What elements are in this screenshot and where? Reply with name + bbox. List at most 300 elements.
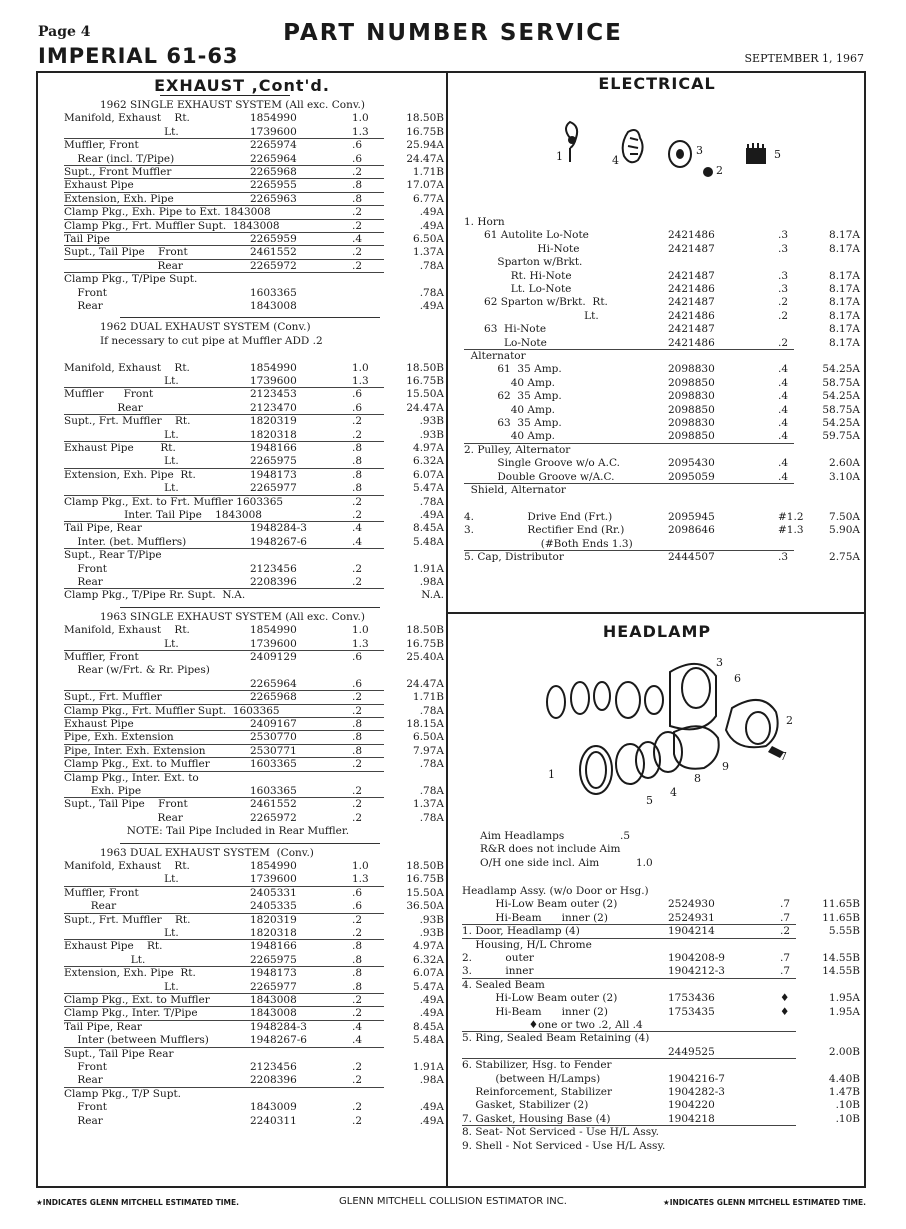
price: 36.50A: [406, 900, 444, 913]
labor-time: .2: [352, 811, 363, 824]
price: 8.17A: [829, 336, 860, 349]
labor-time: 1.3: [352, 637, 369, 650]
part-description: Lt.: [64, 980, 179, 993]
price: .49A: [419, 509, 444, 521]
part-number: 1739600: [250, 375, 297, 387]
part-row: [464, 430, 864, 443]
section-divider: [446, 612, 866, 614]
part-description: Tail Pipe: [64, 233, 110, 245]
labor-time: .3: [778, 229, 789, 242]
part-description: Clamp Pkg., Ext. to Frt. Muffler 1603365: [64, 495, 284, 508]
part-number: 2524931: [668, 911, 715, 924]
price: 59.75A: [822, 430, 860, 443]
price: 2.75A: [829, 551, 860, 563]
part-row: [64, 812, 444, 825]
part-number: 1904282-3: [668, 1086, 725, 1098]
part-row: [64, 785, 444, 798]
part-description: Supt., Tail Pipe Front: [64, 798, 188, 811]
part-description: Alternator: [464, 350, 526, 362]
part-row: [64, 1101, 444, 1114]
price: .49A: [419, 219, 444, 232]
part-number: 2123456: [250, 562, 297, 575]
part-number: 2265977: [250, 980, 297, 993]
part-description: Supt., Rear T/Pipe: [64, 549, 162, 562]
aim-line: [480, 830, 860, 843]
labor-time: .2: [352, 495, 363, 508]
part-description: (between H/Lamps): [462, 1072, 601, 1085]
price: 58.75A: [822, 403, 860, 416]
part-row: [464, 256, 864, 269]
part-row: [64, 563, 444, 576]
price: 58.75A: [822, 376, 860, 389]
part-description: 40 Amp.: [464, 376, 556, 389]
price: 6.07A: [413, 468, 444, 481]
part-row: [64, 206, 444, 219]
part-description: Supt., Frt. Muffler: [64, 691, 162, 704]
part-description: Rear: [64, 1114, 103, 1127]
part-description: Tail Pipe, Rear: [64, 1020, 142, 1033]
part-number: 2265974: [250, 139, 297, 152]
part-row: [64, 576, 444, 589]
part-description: Lt.: [464, 309, 599, 322]
price: 8.17A: [829, 269, 860, 282]
price: 6.50A: [413, 731, 444, 744]
part-row: [64, 442, 444, 455]
callout-2: 2: [716, 164, 723, 177]
labor-time: 1.0: [352, 361, 369, 374]
part-description: Clamp Pkg., Inter. Ext. to: [64, 771, 199, 784]
price: 1.71B: [412, 166, 444, 178]
part-description: 40 Amp.: [464, 430, 556, 443]
part-description: Lo-Note: [464, 336, 547, 349]
part-row: [64, 624, 444, 637]
title-underline: [160, 95, 290, 96]
part-number: 1820319: [250, 415, 297, 428]
aim-line: [480, 843, 860, 856]
part-number: 2265972: [250, 811, 297, 824]
price: 1.47B: [828, 1086, 860, 1098]
part-row: [64, 348, 444, 361]
part-row: [64, 691, 444, 704]
part-row: [464, 417, 864, 430]
part-row: [64, 758, 444, 771]
part-row: [64, 536, 444, 549]
price: .78A: [419, 785, 444, 797]
labor-time: .8: [352, 980, 363, 993]
price: 54.25A: [822, 363, 860, 376]
part-description: Lt.: [64, 637, 179, 650]
part-row: [464, 310, 864, 323]
part-description: 2. Pulley, Alternator: [464, 443, 571, 456]
headlamp-callout-7: 7: [780, 750, 787, 763]
system-heading: [64, 99, 444, 112]
part-description: 5. Ring, Sealed Beam Retaining (4): [462, 1032, 650, 1045]
part-row: [462, 979, 864, 992]
rule-line: [120, 317, 380, 318]
part-row: [462, 1059, 864, 1072]
price: 18.50B: [406, 860, 444, 872]
labor-time: .2: [352, 1007, 363, 1020]
part-description: 62 35 Amp.: [464, 390, 562, 403]
part-row: [464, 216, 864, 229]
part-number: 2421487: [668, 296, 715, 309]
part-row: [462, 925, 864, 938]
part-number: 2098850: [668, 376, 715, 389]
part-row: [64, 678, 444, 691]
part-row: [64, 873, 444, 886]
part-number: 1904212-3: [668, 965, 725, 978]
price: 16.75B: [406, 375, 444, 387]
price: 7.50A: [829, 510, 860, 523]
part-number: 2421486: [668, 309, 715, 322]
part-number: 1854990: [250, 112, 297, 125]
price: .93B: [419, 927, 444, 939]
part-number: 2098830: [668, 390, 715, 403]
price: 5.48A: [413, 535, 444, 548]
headlamp-callout-8: 8: [694, 772, 701, 785]
labor-time: .2: [352, 259, 363, 272]
part-row: [464, 524, 864, 537]
part-row: [464, 390, 864, 403]
part-number: 2265972: [250, 259, 297, 272]
part-number: 2265968: [250, 691, 297, 704]
headlamp-callout-9: 9: [722, 760, 729, 773]
labor-time: .2: [352, 219, 363, 232]
price: 16.75B: [406, 125, 444, 138]
part-description: Hi-Low Beam outer (2): [462, 992, 618, 1005]
labor-time: .8: [352, 953, 363, 966]
rule-line: [120, 843, 380, 844]
labor-time: .6: [352, 388, 363, 401]
part-description: Muffler, Front: [64, 651, 139, 663]
labor-time: .4: [778, 403, 789, 416]
labor-time: .2: [352, 1074, 363, 1087]
part-row: [64, 860, 444, 873]
part-number: 2449525: [668, 1045, 715, 1058]
part-row: [64, 1061, 444, 1074]
part-row: [464, 484, 864, 497]
part-row: [64, 705, 444, 718]
part-description: 63 35 Amp.: [464, 417, 562, 429]
part-row: [64, 1115, 444, 1128]
labor-time: 1.3: [352, 873, 369, 886]
part-description: Clamp Pkg., T/Pipe Rr. Supt. N.A.: [64, 589, 246, 602]
part-row: [464, 457, 864, 470]
labor-time: .4: [352, 1034, 363, 1047]
aim-label: Aim Headlamps: [480, 830, 565, 842]
price: 14.55B: [822, 952, 860, 964]
part-row: [64, 798, 444, 811]
price: 15.50A: [406, 388, 444, 401]
labor-time: .4: [352, 535, 363, 548]
part-number: 1820318: [250, 428, 297, 441]
part-number: 1904218: [668, 1112, 715, 1125]
labor-time: .2: [352, 576, 363, 588]
system-heading-text: 1963 DUAL EXHAUST SYSTEM (Conv.): [100, 846, 314, 859]
part-row: [64, 745, 444, 758]
price: 54.25A: [822, 390, 860, 403]
part-number: 2208396: [250, 1074, 297, 1087]
part-number: 2265963: [250, 192, 297, 205]
part-description: 3. Rectifier End (Rr.): [464, 524, 625, 537]
labor-time: .2: [352, 166, 363, 178]
part-description: Pipe, Exh. Extension: [64, 731, 174, 744]
part-row: [64, 126, 444, 139]
part-description: 1. Door, Headlamp (4): [462, 925, 580, 938]
labor-time: 1.0: [352, 112, 369, 125]
part-number: 1753436: [668, 992, 715, 1005]
price: 24.47A: [406, 152, 444, 165]
part-number: 2265975: [250, 953, 297, 966]
part-row: [64, 1007, 444, 1020]
part-row: [462, 965, 864, 978]
price: .78A: [419, 758, 444, 771]
price: 24.47A: [406, 401, 444, 414]
labor-time: .8: [352, 731, 363, 744]
system-heading: [64, 321, 444, 334]
price: 4.40B: [828, 1072, 860, 1085]
part-row: [462, 1099, 864, 1112]
headlamp-callout-1: 1: [548, 768, 555, 781]
part-row: [64, 402, 444, 415]
labor-time: .6: [352, 152, 363, 165]
part-description: Rear: [64, 811, 183, 824]
rule-line: [120, 607, 380, 608]
part-row: [64, 300, 444, 313]
price: 25.94A: [406, 139, 444, 152]
part-description: Lt.: [64, 125, 179, 138]
part-description: Supt., Frt. Muffler Rt.: [64, 415, 191, 428]
price: 8.17A: [829, 296, 860, 309]
part-number: 1948267-6: [250, 1034, 307, 1047]
price: .78A: [419, 286, 444, 299]
system-heading-text: 1962 SINGLE EXHAUST SYSTEM (All exc. Conv.): [100, 99, 365, 111]
part-row: [64, 731, 444, 744]
part-row: [462, 1113, 864, 1126]
part-number: 1739600: [250, 873, 297, 886]
part-row: [64, 246, 444, 259]
part-description: Extension, Exh. Pipe Rt.: [64, 967, 196, 980]
price: 16.75B: [406, 637, 444, 650]
price: .49A: [419, 1007, 444, 1020]
price: .93B: [419, 415, 444, 428]
headlamp-callout-5: 5: [646, 794, 653, 807]
price: 1.95A: [829, 992, 860, 1005]
part-number: 1948166: [250, 940, 297, 953]
part-row: [64, 469, 444, 482]
part-description: Clamp Pkg., Inter. T/Pipe: [64, 1007, 198, 1020]
part-number: 1904214: [668, 925, 715, 938]
part-row: [64, 1021, 444, 1034]
price: 6.50A: [413, 233, 444, 245]
price: 2.60A: [829, 457, 860, 470]
part-row: [464, 337, 864, 350]
labor-time: .2: [352, 428, 363, 441]
part-description: Clamp Pkg., T/Pipe Supt.: [64, 273, 198, 286]
labor-time: .4: [778, 376, 789, 389]
labor-time: .2: [352, 691, 363, 704]
labor-time: 1.0: [352, 624, 369, 637]
callout-1: 1: [556, 150, 563, 163]
part-description: Clamp Pkg., Ext. to Muffler: [64, 758, 210, 771]
part-row: [64, 375, 444, 388]
price: 54.25A: [822, 417, 860, 429]
labor-time: .2: [352, 1114, 363, 1127]
price: 3.10A: [829, 470, 860, 483]
part-number: 2095059: [668, 470, 715, 483]
part-row: [64, 193, 444, 206]
section-rule: [64, 603, 444, 609]
part-number: 2098850: [668, 403, 715, 416]
labor-time: .2: [352, 994, 363, 1006]
part-number: 1753435: [668, 1005, 715, 1018]
part-number: 2421487: [668, 242, 715, 255]
part-row: [462, 992, 864, 1005]
labor-time: .2: [352, 927, 363, 939]
part-description: 9. Shell - Not Serviced - Use H/L Assy.: [462, 1139, 666, 1152]
part-row: [462, 1140, 864, 1153]
part-description: Hi-Low Beam outer (2): [462, 898, 618, 911]
part-description: Extension, Exh. Pipe: [64, 192, 174, 205]
labor-time: .3: [778, 269, 789, 282]
part-number: 1948173: [250, 967, 297, 980]
labor-time: .2: [352, 246, 363, 259]
headlamp-section-title: HEADLAMP: [602, 622, 712, 641]
part-description: 2. outer: [462, 952, 534, 964]
part-row: [462, 939, 864, 952]
part-description: Rt. Hi-Note: [464, 269, 572, 282]
part-number: 1739600: [250, 125, 297, 138]
part-description: Manifold, Exhaust Rt.: [64, 624, 190, 637]
part-number: 1854990: [250, 624, 297, 637]
price: .49A: [419, 1101, 444, 1114]
part-description: Hi-Note: [464, 242, 580, 255]
part-row: [462, 1126, 864, 1139]
labor-time: .8: [352, 179, 363, 192]
part-row: [462, 885, 864, 898]
exhaust-section-title: EXHAUST ,Cont'd.: [154, 76, 330, 95]
headlamp-callout-6: 6: [734, 672, 741, 685]
part-row: [64, 153, 444, 166]
part-description: 8. Seat- Not Serviced - Use H/L Assy.: [462, 1126, 659, 1139]
part-description: Rear: [64, 259, 183, 272]
part-description: Muffler, Front: [64, 886, 139, 899]
labor-time: .7: [780, 965, 791, 978]
part-description: Inter. (bet. Mufflers): [64, 535, 187, 548]
part-description: 6. Stabilizer, Hsg. to Fender: [462, 1059, 612, 1072]
part-row: [464, 323, 864, 336]
part-row: [464, 377, 864, 390]
part-number: 2098830: [668, 417, 715, 429]
price: 8.17A: [829, 229, 860, 242]
labor-time: .3: [778, 551, 789, 563]
price: 4.97A: [413, 940, 444, 953]
part-row: [464, 296, 864, 309]
labor-time: #1.2: [778, 510, 804, 523]
labor-time: .6: [352, 677, 363, 690]
part-row: [462, 952, 864, 965]
part-number: 2098646: [668, 524, 715, 537]
system-heading: [64, 847, 444, 860]
price: 15.50A: [406, 886, 444, 899]
part-description: Exhaust Pipe Rt.: [64, 442, 176, 454]
part-description: Front: [64, 1101, 107, 1114]
part-row: [462, 1006, 864, 1019]
part-row: [464, 471, 864, 484]
part-description: 1. Horn: [464, 216, 505, 228]
aim-line: [480, 857, 860, 870]
part-description: Hi-Beam inner (2): [462, 911, 608, 924]
price: 6.32A: [413, 455, 444, 468]
price: 18.50B: [406, 112, 444, 125]
labor-time: .8: [352, 192, 363, 205]
electrical-parts-illustration: [540, 118, 800, 188]
part-number: 1820319: [250, 913, 297, 926]
part-row: [64, 900, 444, 913]
price: .98A: [419, 1074, 444, 1087]
price: 18.50B: [406, 624, 444, 637]
part-row: [64, 522, 444, 535]
part-number: 1948284-3: [250, 522, 307, 535]
part-row: [64, 220, 444, 233]
price: 8.17A: [829, 323, 860, 336]
price: 8.17A: [829, 242, 860, 255]
labor-time: .7: [780, 898, 791, 911]
price: 17.07A: [406, 179, 444, 192]
part-description: Gasket, Stabilizer (2): [462, 1099, 589, 1112]
labor-time: .2: [778, 309, 789, 322]
labor-time: .4: [778, 417, 789, 429]
part-description: Reinforcement, Stabilizer: [462, 1086, 612, 1098]
part-description: Shield, Alternator: [464, 484, 566, 496]
part-row: [64, 994, 444, 1007]
part-number: 2530770: [250, 731, 297, 744]
price: .10B: [835, 1099, 860, 1112]
part-row: [464, 283, 864, 296]
part-number: 2409129: [250, 651, 297, 663]
footer-publisher: GLENN MITCHELL COLLISION ESTIMATOR INC.: [339, 1196, 567, 1207]
part-row: [64, 589, 444, 602]
part-number: 1843008: [250, 300, 297, 312]
part-description: Exhaust Pipe: [64, 179, 134, 192]
part-row: [64, 940, 444, 953]
part-row: [464, 511, 864, 524]
part-description: Clamp Pkg., Frt. Muffler Supt. 1603365: [64, 704, 280, 717]
labor-time: .4: [352, 522, 363, 535]
part-description: Rear (incl. T/Pipe): [64, 152, 175, 165]
part-row: [64, 233, 444, 246]
part-number: 1603365: [250, 286, 297, 299]
part-description: Manifold, Exhaust Rt.: [64, 361, 190, 374]
price: 18.50B: [406, 361, 444, 374]
part-number: 1948267-6: [250, 535, 307, 548]
headlamp-callout-2: 2: [786, 714, 793, 727]
aim-label: R&R does not include Aim: [480, 843, 621, 856]
part-row: [64, 549, 444, 562]
part-description: Clamp Pkg., T/P Supt.: [64, 1087, 182, 1100]
labor-time: .8: [352, 744, 363, 757]
price: .49A: [419, 994, 444, 1006]
labor-time: .3: [778, 283, 789, 295]
part-number: 1820318: [250, 927, 297, 939]
part-description: Extension, Exh. Pipe Rt.: [64, 468, 196, 481]
labor-time: .2: [352, 758, 363, 771]
part-description: Rear: [64, 1074, 103, 1087]
part-description: Double Groove w/A.C.: [464, 470, 615, 483]
labor-time: .8: [352, 442, 363, 454]
labor-time: .3: [778, 242, 789, 255]
part-number: 1854990: [250, 860, 297, 872]
